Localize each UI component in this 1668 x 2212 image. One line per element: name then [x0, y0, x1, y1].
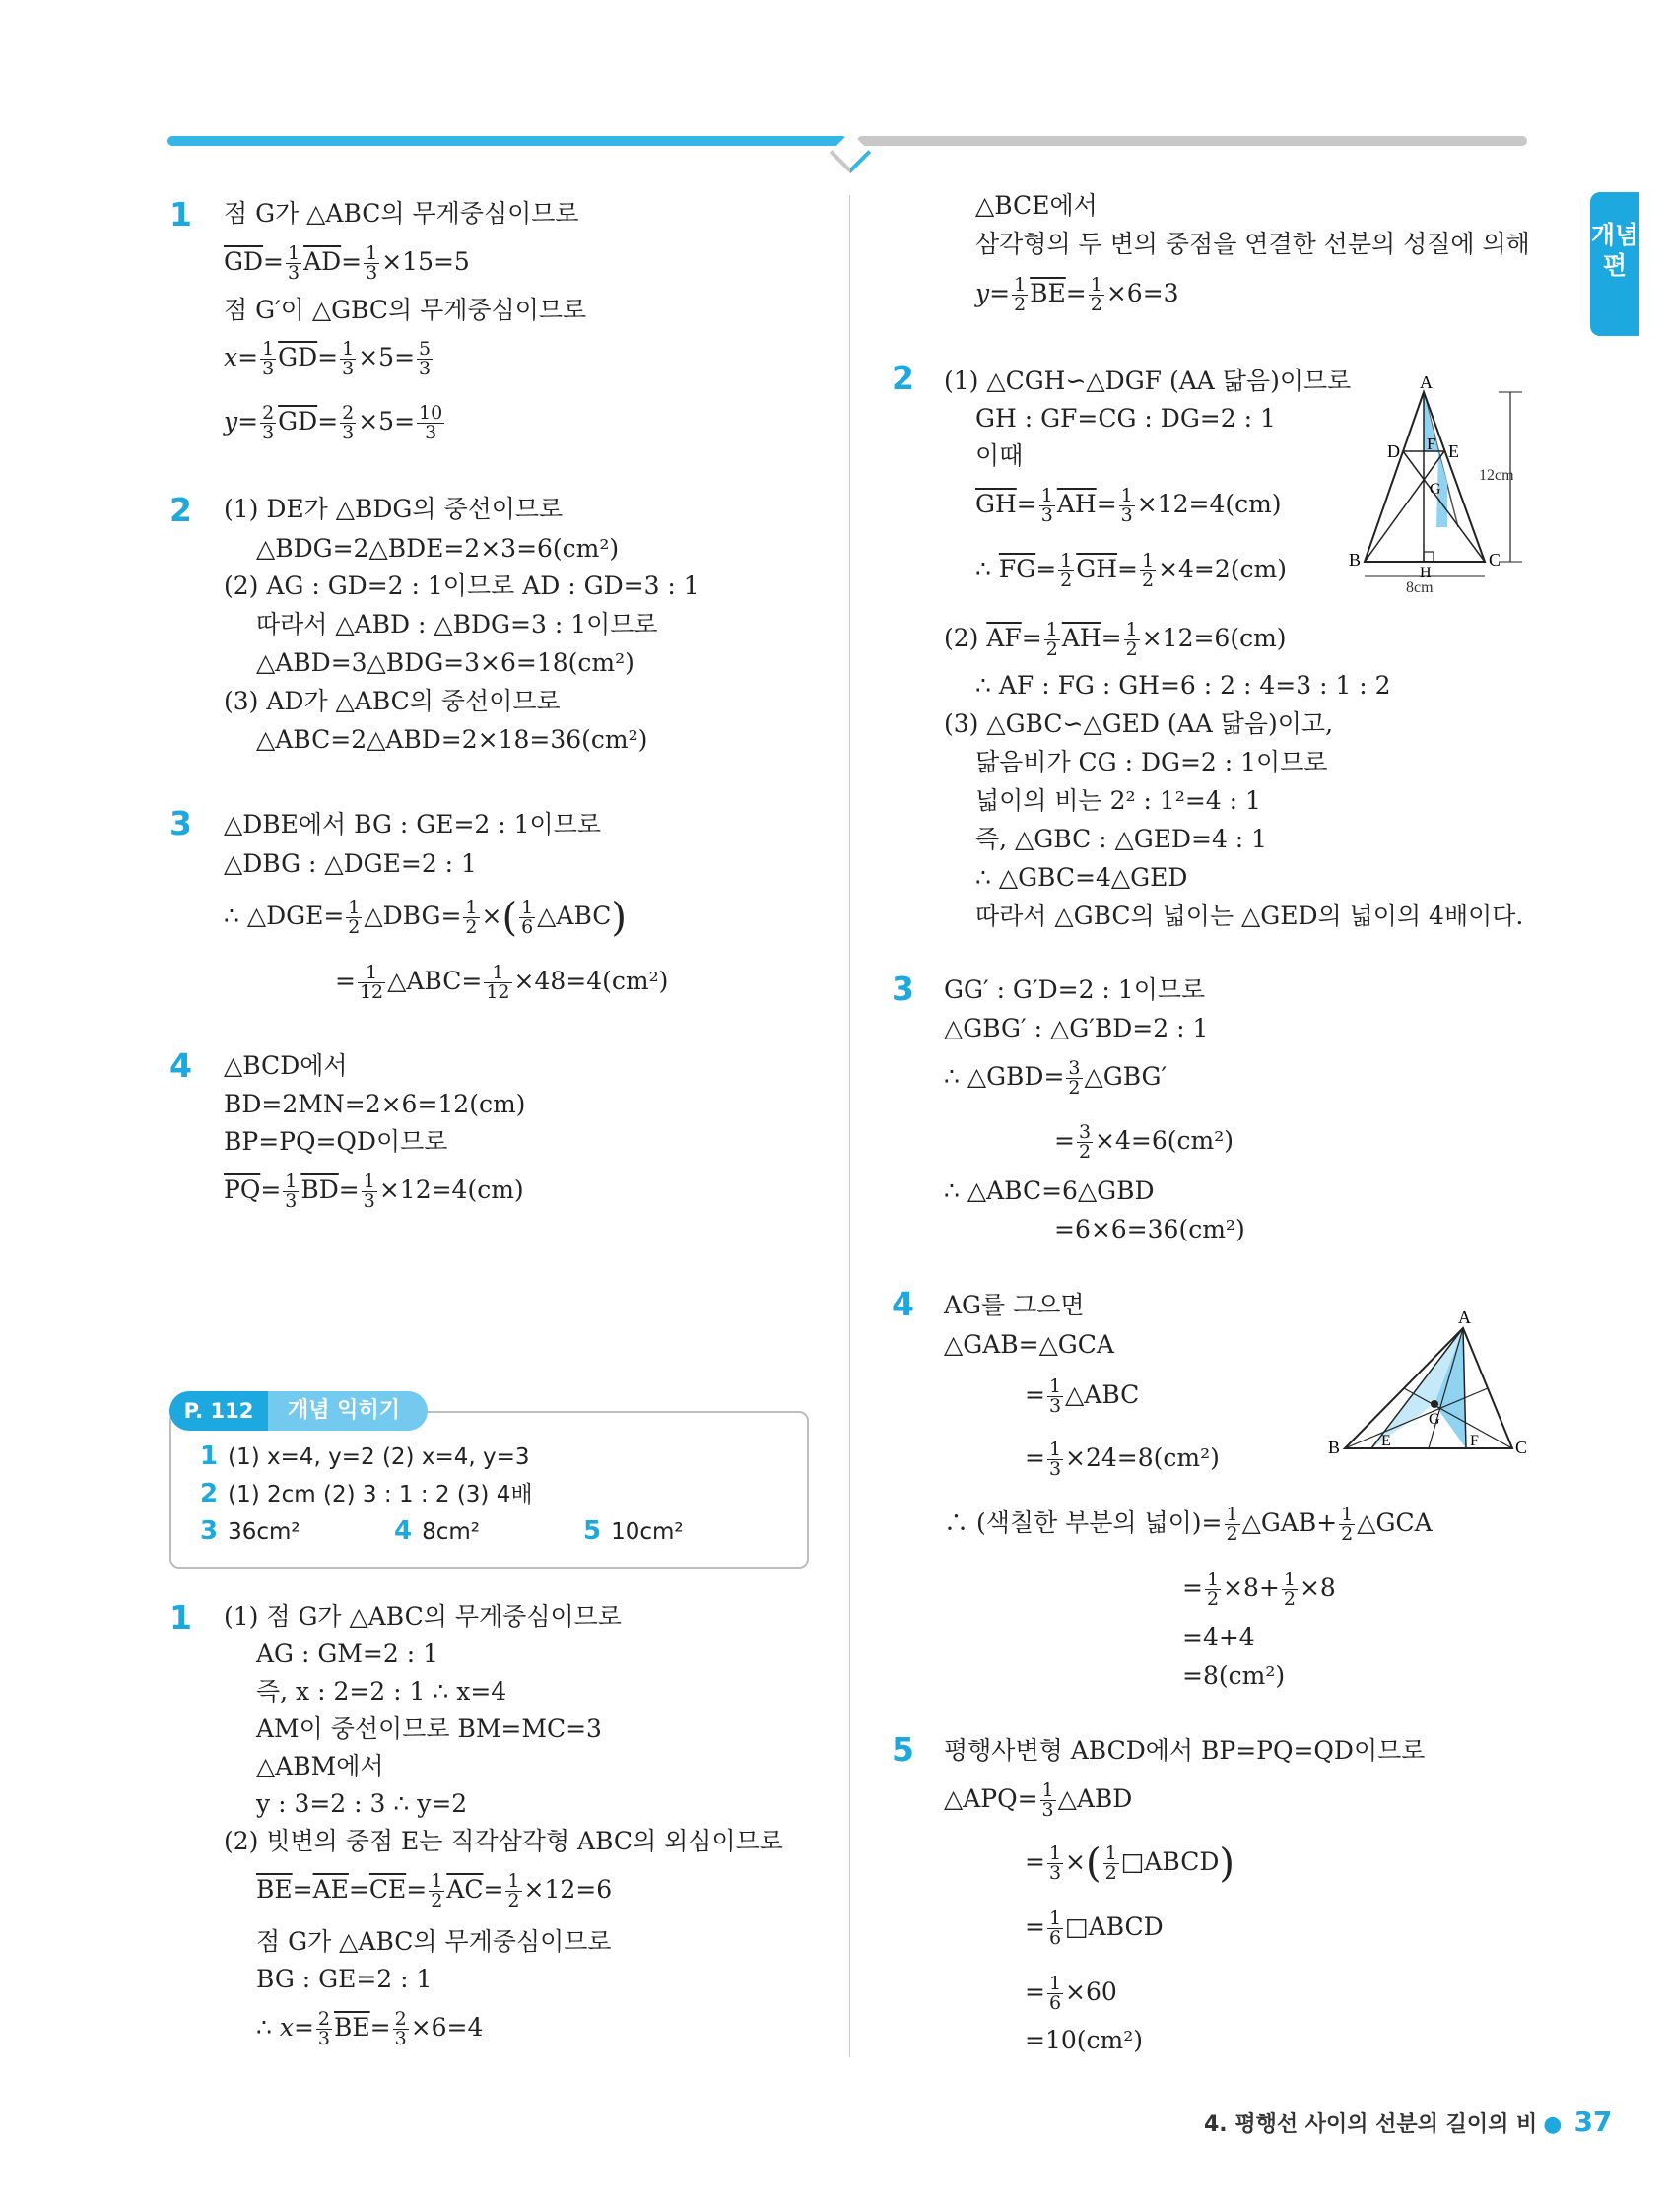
equation-line: ∴ (색칠한 부분의 넓이)= $\frac{1}{2}$ △GAB+ $\frac{1}{2}$ △GCA [944, 1504, 1433, 1545]
text-line: 이때 [975, 441, 1024, 470]
equation-line: ∴ △DGE= $\frac{1}{2}$ △DBG= $\frac{1}{2}$ ×( $\frac{1}{6}$ △ABC) [224, 895, 628, 941]
vertex-label: A [1458, 1307, 1471, 1327]
text-line: (1) DE가 △BDG의 중선이므로 [224, 495, 564, 523]
dimension-label: 8cm [1406, 579, 1434, 596]
text-line: (2) 빗변의 중점 E는 직각삼각형 ABC의 외심이므로 [224, 1827, 783, 1855]
column-divider [849, 195, 850, 2057]
text-line: 삼각형의 두 변의 중점을 연결한 선분의 성질에 의해 [975, 230, 1530, 258]
triangle-figure-1 [1345, 372, 1542, 601]
answer-text: 8cm² [422, 1519, 480, 1545]
text-line: 점 G′이 △GBC의 무게중심이므로 [224, 296, 587, 324]
text-line: =10(cm²) [1025, 2026, 1143, 2054]
text-line: △BCE에서 [975, 191, 1098, 220]
equation-line: = $\frac{1}{3}$ △ABC [1025, 1375, 1140, 1417]
text-line: =6×6=36(cm²) [1054, 1215, 1245, 1243]
answer-box-header [169, 1391, 428, 1431]
vertex-label: B [1349, 550, 1362, 570]
problem-number: 1 [169, 1598, 192, 1637]
text-line: △BCD에서 [224, 1051, 348, 1080]
answer-number: 3 [200, 1516, 219, 1546]
problem-number: 4 [892, 1285, 914, 1323]
text-line: (1) △CGH∽△DGF (AA 닮음)이므로 [944, 367, 1352, 395]
text-line: GG′ : G′D=2 : 1이므로 [944, 975, 1206, 1004]
problem-number: 1 [169, 195, 192, 234]
text-line: △ABM에서 [256, 1752, 384, 1780]
vertex-label: H [1420, 565, 1432, 581]
answer-row [583, 1516, 684, 1547]
top-bar-left [167, 136, 847, 146]
answer-row [200, 1441, 530, 1472]
text-line: 따라서 △GBC의 넓이는 △GED의 넓이의 4배이다. [975, 902, 1524, 930]
text-line: ∴ AF : FG : GH=6 : 2 : 4=3 : 1 : 2 [975, 671, 1391, 700]
text-line: △GBG′ : △G′BD=2 : 1 [944, 1014, 1209, 1042]
footer-dot-icon: ● [1543, 2112, 1563, 2137]
text-line: 즉, △GBC : △GED=4 : 1 [975, 825, 1268, 853]
text-line: ∴ △ABC=6△GBD [944, 1176, 1155, 1205]
text-line: ∴ △GBC=4△GED [975, 863, 1188, 892]
top-bar-right [857, 136, 1527, 146]
text-line: 닮음비가 CG : DG=2 : 1이므로 [975, 748, 1328, 776]
equation-line: = $\frac{1}{3}$ ×24=8(cm²) [1025, 1439, 1220, 1480]
chapter-title: 4. 평행선 사이의 선분의 길이의 비 [1204, 2112, 1538, 2137]
equation-line: = $\frac{1}{2}$ ×8+ $\frac{1}{2}$ ×8 [1182, 1569, 1336, 1610]
answer-row [200, 1479, 533, 1509]
answer-text: 36cm² [228, 1519, 300, 1545]
vertex-label: G [1430, 481, 1441, 498]
text-line: AG : GM=2 : 1 [256, 1640, 438, 1668]
text-line: (3) △GBC∽△GED (AA 닮음)이고, [944, 709, 1334, 738]
equation-line: (2) $\overline{AF}=$ $\frac{1}{2}$ $\overline{AH}=$ $\frac{1}{2}$ ×12=6(cm) [944, 619, 1287, 660]
text-line: (3) AD가 △ABC의 중선이므로 [224, 687, 561, 715]
vertex-label: G [1429, 1411, 1440, 1428]
equation-line: $\overline{GD}=$ $\frac{1}{3}$ $\overline{AD}=$ $\frac{1}{3}$ ×15=5 [224, 242, 470, 284]
page-label: P. 112 [169, 1391, 268, 1431]
page-number: 37 [1573, 2106, 1613, 2138]
equation-line: ∴ x= $\frac{2}{3}$ $\overline{BE}=$ $\frac{2}{3}$ ×6=4 [256, 2008, 484, 2049]
answer-row [200, 1516, 300, 1547]
answer-number: 1 [200, 1441, 219, 1471]
answer-number: 5 [583, 1516, 602, 1546]
text-line: (2) AG : GD=2 : 1이므로 AD : GD=3 : 1 [224, 571, 700, 600]
vertex-label: C [1515, 1438, 1528, 1457]
problem-number: 5 [892, 1730, 914, 1769]
text-line: BP=PQ=QD이므로 [224, 1127, 448, 1156]
text-line: =4+4 [1182, 1623, 1255, 1651]
equation-line: y= $\frac{2}{3}$ $\overline{GD}=$ $\frac{2}{3}$ ×5= $\frac{10}{3}$ [224, 402, 443, 443]
equation-line: $\overline{BE}=\overline{AE}=\overline{CE}=$ $\frac{1}{2}$ $\overline{AC}=$ $\frac{1}{2}$ ×12=6 [256, 1870, 613, 1911]
text-line: y : 3=2 : 3 ∴ y=2 [256, 1789, 468, 1818]
text-line: 점 G가 △ABC의 무게중심이므로 [224, 199, 579, 228]
page-footer [1204, 2106, 1612, 2138]
text-line: △ABD=3△BDG=3×6=18(cm²) [256, 648, 634, 677]
text-line: =8(cm²) [1182, 1661, 1286, 1690]
answer-text: (1) 2cm (2) 3 : 1 : 2 (3) 4배 [228, 1482, 533, 1508]
problem-number: 3 [169, 804, 192, 842]
side-tab[interactable]: 개념편 [1590, 192, 1639, 336]
triangle-figure-2 [1320, 1306, 1537, 1458]
text-line: △GAB=△GCA [944, 1330, 1114, 1359]
text-line: BG : GE=2 : 1 [256, 1965, 433, 1993]
text-line: 평행사변형 ABCD에서 BP=PQ=QD이므로 [944, 1736, 1426, 1765]
text-line: GH : GF=CG : DG=2 : 1 [975, 404, 1276, 433]
problem-number: 3 [892, 970, 914, 1008]
answer-number: 4 [394, 1516, 413, 1546]
equation-line: = $\frac{3}{2}$ ×4=6(cm²) [1054, 1121, 1234, 1163]
equation-line: = $\frac{1}{6}$ ×60 [1025, 1973, 1117, 2014]
problem-number: 2 [892, 359, 914, 397]
vertex-label: F [1470, 1433, 1479, 1449]
text-line: △DBE에서 BG : GE=2 : 1이므로 [224, 810, 602, 838]
text-line: 따라서 △ABD : △BDG=3 : 1이므로 [256, 610, 658, 638]
equation-line: = $\frac{1}{6}$ □ABCD [1025, 1908, 1164, 1949]
text-line: 점 G가 △ABC의 무게중심이므로 [256, 1927, 612, 1956]
vertex-label: F [1427, 435, 1436, 453]
equation-line: = $\frac{1}{3}$ ×( $\frac{1}{2}$ □ABCD) [1025, 1841, 1234, 1887]
vertex-label: E [1381, 1433, 1391, 1449]
text-line: BD=2MN=2×6=12(cm) [224, 1090, 526, 1118]
dimension-label: 12cm [1479, 467, 1514, 484]
text-line: AM이 중선이므로 BM=MC=3 [256, 1714, 602, 1743]
answer-row [394, 1516, 480, 1547]
text-line: △BDG=2△BDE=2×3=6(cm²) [256, 534, 620, 563]
text-line: (1) 점 G가 △ABC의 무게중심이므로 [224, 1602, 622, 1631]
vertex-label: E [1448, 441, 1459, 461]
section-title: 개념 익히기 [260, 1391, 428, 1431]
equation-line: = $\frac{1}{12}$ △ABC= $\frac{1}{12}$ ×48=4(cm²) [335, 962, 669, 1003]
text-line: △ABC=2△ABD=2×18=36(cm²) [256, 725, 648, 754]
text-line: AG를 그으면 [944, 1291, 1085, 1319]
vertex-label: D [1387, 441, 1400, 461]
equation-line: $\overline{GH}=$ $\frac{1}{3}$ $\overline{AH}=$ $\frac{1}{3}$ ×12=4(cm) [975, 485, 1282, 526]
answer-number: 2 [200, 1479, 219, 1508]
vertex-label: C [1489, 550, 1501, 570]
text-line: 넓이의 비는 2² : 1²=4 : 1 [975, 786, 1261, 815]
equation-line: △APQ= $\frac{1}{3}$ △ABD [944, 1779, 1133, 1821]
text-line: △DBG : △DGE=2 : 1 [224, 849, 477, 878]
equation-line: x= $\frac{1}{3}$ $\overline{GD}=$ $\frac{1}{3}$ ×5= $\frac{5}{3}$ [224, 338, 432, 379]
equation-line: ∴ △GBD= $\frac{3}{2}$ △GBG′ [944, 1057, 1168, 1099]
equation-line: $\overline{PQ}=$ $\frac{1}{3}$ $\overline{BD}=$ $\frac{1}{3}$ ×12=4(cm) [224, 1171, 524, 1212]
problem-number: 2 [169, 491, 192, 529]
vertex-label: B [1328, 1438, 1341, 1457]
text-line: 즉, x : 2=2 : 1 ∴ x=4 [256, 1677, 507, 1706]
equation-line: ∴ $\overline{FG}=$ $\frac{1}{2}$ $\overline{GH}=$ $\frac{1}{2}$ ×4=2(cm) [975, 550, 1287, 591]
answer-text: (1) x=4, y=2 (2) x=4, y=3 [228, 1444, 530, 1470]
answer-text: 10cm² [611, 1519, 684, 1545]
vertex-label: A [1420, 372, 1433, 392]
equation-line: y= $\frac{1}{2}$ $\overline{BE}=$ $\frac{1}{2}$ ×6=3 [975, 274, 1179, 315]
problem-number: 4 [169, 1046, 192, 1085]
